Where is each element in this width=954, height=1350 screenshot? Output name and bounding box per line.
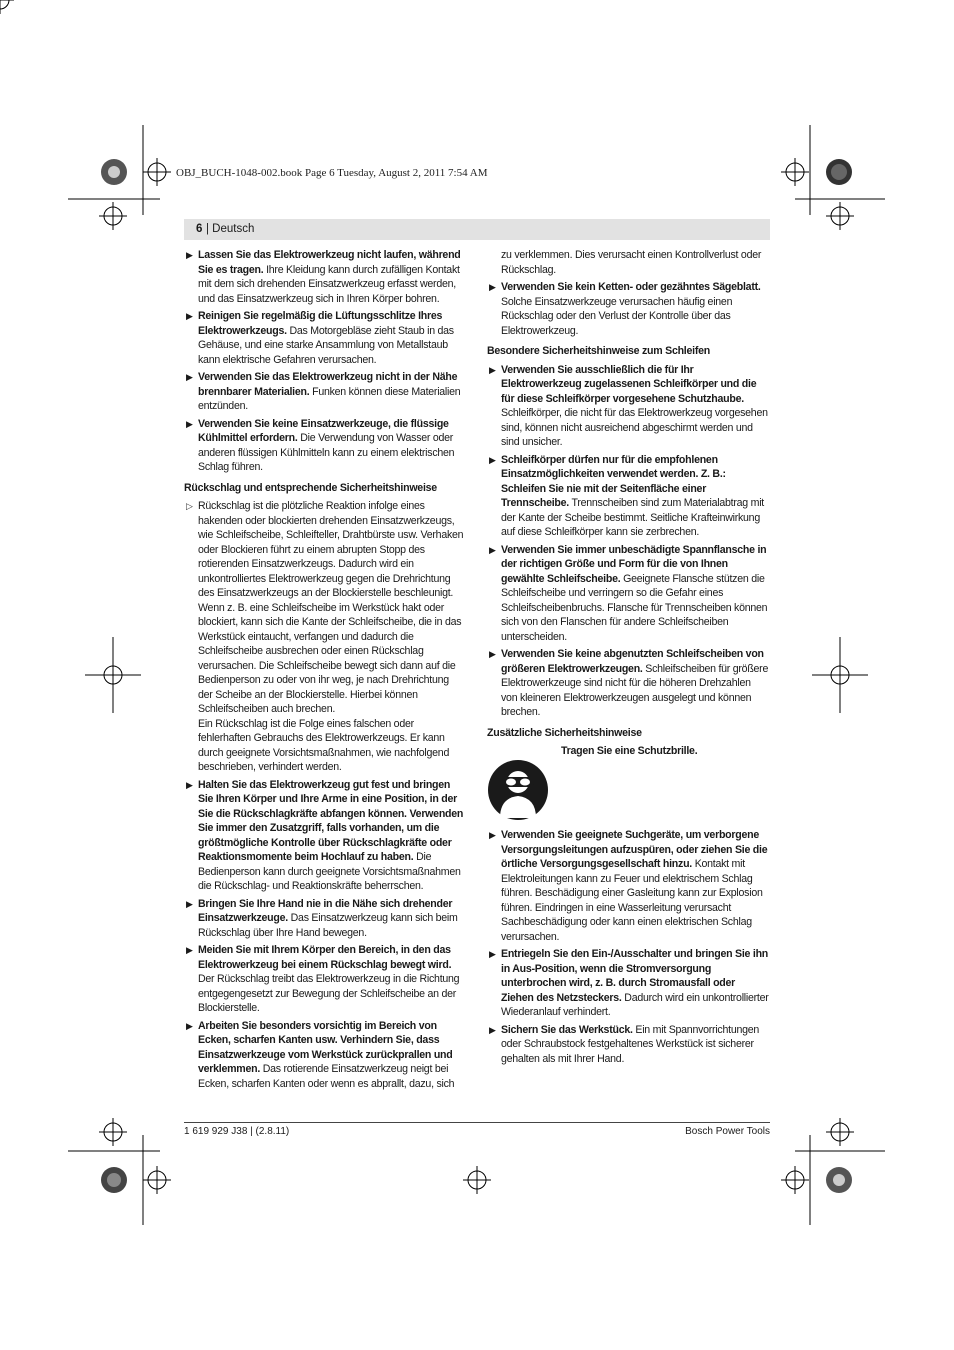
list-item: ▶ Schleifkörper dürfen nur für die empfohlenen Einsatzmöglichkeiten verwendet werden. Z. B.: Schleifen Sie nie mit der Seitenfläche einer Trennscheibe. Trennscheiben sind zum Materialabtrag mit der Kante der Scheibe bestimmt. Seitliche Krafteinwirkung auf diese Schleifkörper kann sie zerbrechen. <box>489 453 764 538</box>
list-item: ▶ Verwenden Sie das Elektrowerkzeug nicht in der Nähe brennbarer Materialien. Funken können diese Materialien entzünden. <box>186 371 461 412</box>
footer-doc-number: 1 619 929 J38 | (2.8.11) <box>184 1126 290 1137</box>
triangle-right-icon: ▶ <box>489 649 496 659</box>
triangle-right-outline-icon: ▷ <box>186 501 193 511</box>
paragraph: zu verklemmen. Dies verursacht einen Kontrollverlust oder Rückschlag. <box>501 249 762 276</box>
right-column <box>487 248 769 1069</box>
page-number: 6 <box>196 223 203 235</box>
triangle-right-icon: ▶ <box>186 250 193 260</box>
goggles-notice <box>487 744 769 822</box>
triangle-right-icon: ▶ <box>186 311 193 321</box>
footer-rule <box>184 1122 770 1123</box>
list-item: ▶ Meiden Sie mit Ihrem Körper den Bereich, in den das Elektrowerkzeug bei einem Rückschlag bewegt wird. Der Rückschlag treibt das Elektrowerkzeug in die Richtung entgegengesetzt zur Bewegung der Schleifscheibe an der Blockierstelle. <box>186 944 460 1014</box>
list-item: ▶ Arbeiten Sie besonders vorsichtig im Bereich von Ecken, scharfen Kanten usw. Verhindern Sie, dass Einsatzwerkzeuge vom Werkstück zurückprallen und verklemmen. Das rotierende Einsatzwerkzeug neigt bei Ecken, scharfen Kanten oder wenn es abprallt, dazu, sich <box>186 1019 455 1090</box>
list-item: ▶ Entriegeln Sie den Ein-/Ausschalter und bringen Sie ihn in Aus-Position, wenn die Stromversorgung unterbrochen wird, z. B. durch Stromausfall oder Ziehen des Netzsteckers. Dadurch wird ein unkontrollierter Wiederanlauf verhindert. <box>489 948 769 1018</box>
goggles-text: Tragen Sie eine Schutzbrille. <box>561 745 698 757</box>
list-item: ▶ Verwenden Sie ausschließlich die für Ihr Elektrowerkzeug zugelassenen Schleifkörper und die für diese Schleifkörper vorgesehene Schutzhaube. Schleifkörper, die nicht für das Elektrowerkzeug vorgesehen sind, können nicht ausreichend abgeschirmt werden und sind unsicher. <box>489 363 768 448</box>
triangle-right-icon: ▶ <box>186 898 193 909</box>
footer-brand: Bosch Power Tools <box>685 1126 770 1137</box>
list-item: ▶ Verwenden Sie keine abgenutzten Schleifscheiben von größeren Elektrowerkzeugen. Schleifscheiben für größere Elektrowerkzeuge sind nicht für die höheren Drehzahlen von kleineren Elektrowerkzeugen ausgelegt und können brechen. <box>489 648 769 718</box>
triangle-right-icon: ▶ <box>489 454 496 465</box>
list-item: ▶ Halten Sie das Elektrowerkzeug gut fest und bringen Sie Ihren Körper und Ihre Arme in eine Position, in der Sie die Rückschlagkräfte abfangen können. Verwenden Sie immer den Zusatzgriff, falls vorhanden, um die größtmögliche Kontrolle über Rückschlagkräfte oder Reaktionsmomente beim Hochlauf zu haben. Die Bedienperson kann durch geeignete Vorsichtsmaßnahmen die Rückschlag- und Reaktionskräfte beherrschen. <box>186 778 464 892</box>
triangle-right-icon: ▶ <box>186 372 193 382</box>
print-slug: OBJ_BUCH-1048-002.book Page 6 Tuesday, August 2, 2011 7:54 AM <box>176 167 488 179</box>
triangle-right-icon: ▶ <box>186 418 193 429</box>
list-item: ▶ Verwenden Sie kein Ketten- oder gezähntes Sägeblatt. Solche Einsatzwerkzeuge verursachen häufig einen Rückschlag oder den Verlust der Kontrolle über das Elektrowerkzeug. <box>489 281 761 337</box>
triangle-right-icon: ▶ <box>489 830 496 840</box>
triangle-right-icon: ▶ <box>489 1024 496 1035</box>
triangle-right-icon: ▶ <box>489 949 496 959</box>
section-heading: Rückschlag und entsprechende Sicherheitshinweise <box>184 481 437 494</box>
list-item: ▶ Reinigen Sie regelmäßig die Lüftungsschlitze Ihres Elektrowerkzeugs. Das Motorgebläse zieht Staub in das Gehäuse, und eine starke Ansammlung von Metallstaub kann elektrische Gefahren verursachen. <box>186 310 454 366</box>
triangle-right-icon: ▶ <box>186 945 193 955</box>
section-heading: Zusätzliche Sicherheitshinweise <box>487 726 642 739</box>
triangle-right-icon: ▶ <box>489 282 496 292</box>
list-item <box>184 499 466 775</box>
list-item: ▶ Sichern Sie das Werkstück. Ein mit Spannvorrichtungen oder Schraubstock festgehaltenes Werkstück ist sicherer gehalten als mit Ihrer Hand. <box>489 1023 760 1065</box>
list-item: ▶ Verwenden Sie keine Einsatzwerkzeuge, die flüssige Kühlmittel erfordern. Die Verwendung von Wasser oder anderen flüssigen Kühlmitteln kann zu einem elektrischen Schlag führen. <box>186 417 455 473</box>
safety-goggles-icon <box>488 760 548 820</box>
paragraph: Rückschlag ist die plötzliche Reaktion infolge eines hakenden oder blockierten drehenden Einsatzwerkzeugs, wie Schleifscheibe, Schleifteller, Drahtbürste usw. Verhaken oder Blockieren führt zu einem abrupten Stopp des rotierenden Einsatzwerkzeugs. Dadurch wird ein unkontrolliertes Elektrowerkzeug gegen die Drehrichtung des Einsatzwerkzeugs an der Blockierstelle beschleunigt. <box>198 500 464 599</box>
list-item: ▶ Verwenden Sie immer unbeschädigte Spannflansche in der richtigen Größe und Form für die von Ihnen gewählte Schleifscheibe. Geeignete Flansche stützen die Schleifscheibe und verringern so die Gefahr eines Schleifscheibenbruchs. Flansche für Trennscheiben können sich von den Flanschen für andere Schleifscheiben unterscheiden. <box>489 543 768 643</box>
list-item: ▶ Verwenden Sie geeignete Suchgeräte, um verborgene Versorgungsleitungen aufzuspüren, oder ziehen Sie die örtliche Versorgungsgesellschaft hinzu. Kontakt mit Elektroleitungen kann zu Feuer und elektrischem Schlag führen. Beschädigung einer Gasleitung kann zur Explosion führen. Eindringen in eine Wasserleitung verursacht Sachbeschädigung oder kann einen elektrischen Schlag verursachen. <box>489 829 768 943</box>
triangle-right-icon: ▶ <box>489 364 496 375</box>
section-heading: Besondere Sicherheitshinweise zum Schleifen <box>487 345 710 357</box>
page-header <box>184 219 770 240</box>
header-language: | Deutsch <box>206 223 255 235</box>
paragraph: Wenn z. B. eine Schleifscheibe im Werkstück hakt oder blockiert, kann sich die Kante der Schleifscheibe, die in das Werkstück eintaucht, verfangen und dadurch die Schleifscheibe ausbrechen oder einen Rückschlag verursachen. Die Schleifscheibe bewegt sich dann auf die Bedienperson zu oder von ihr weg, je nach Drehrichtung der Scheibe an der Blockierstelle. Hierbei können Schleifscheiben auch brechen. <box>198 601 462 715</box>
triangle-right-icon: ▶ <box>186 1020 193 1031</box>
list-item: ▶ Bringen Sie Ihre Hand nie in die Nähe sich drehender Einsatzwerkzeuge. Das Einsatzwerkzeug kann sich beim Rückschlag über Ihre Hand bewegen. <box>186 897 458 939</box>
triangle-right-icon: ▶ <box>186 779 193 790</box>
left-column <box>184 248 466 1094</box>
triangle-right-icon: ▶ <box>489 544 496 555</box>
list-item: ▶ Lassen Sie das Elektrowerkzeug nicht laufen, während Sie es tragen. Ihre Kleidung kann durch zufälligen Kontakt mit dem sich drehenden Einsatzwerkzeug erfasst werden, und das Einsatzwerkzeug sich in Ihren Körper bohren. <box>186 249 461 305</box>
paragraph: Ein Rückschlag ist die Folge eines falschen oder fehlerhaften Gebrauchs des Elektrowerkzeugs. Er kann durch geeignete Vorsichtsmaßnahmen, wie nachfolgend beschrieben, verhindert werden. <box>198 717 450 773</box>
